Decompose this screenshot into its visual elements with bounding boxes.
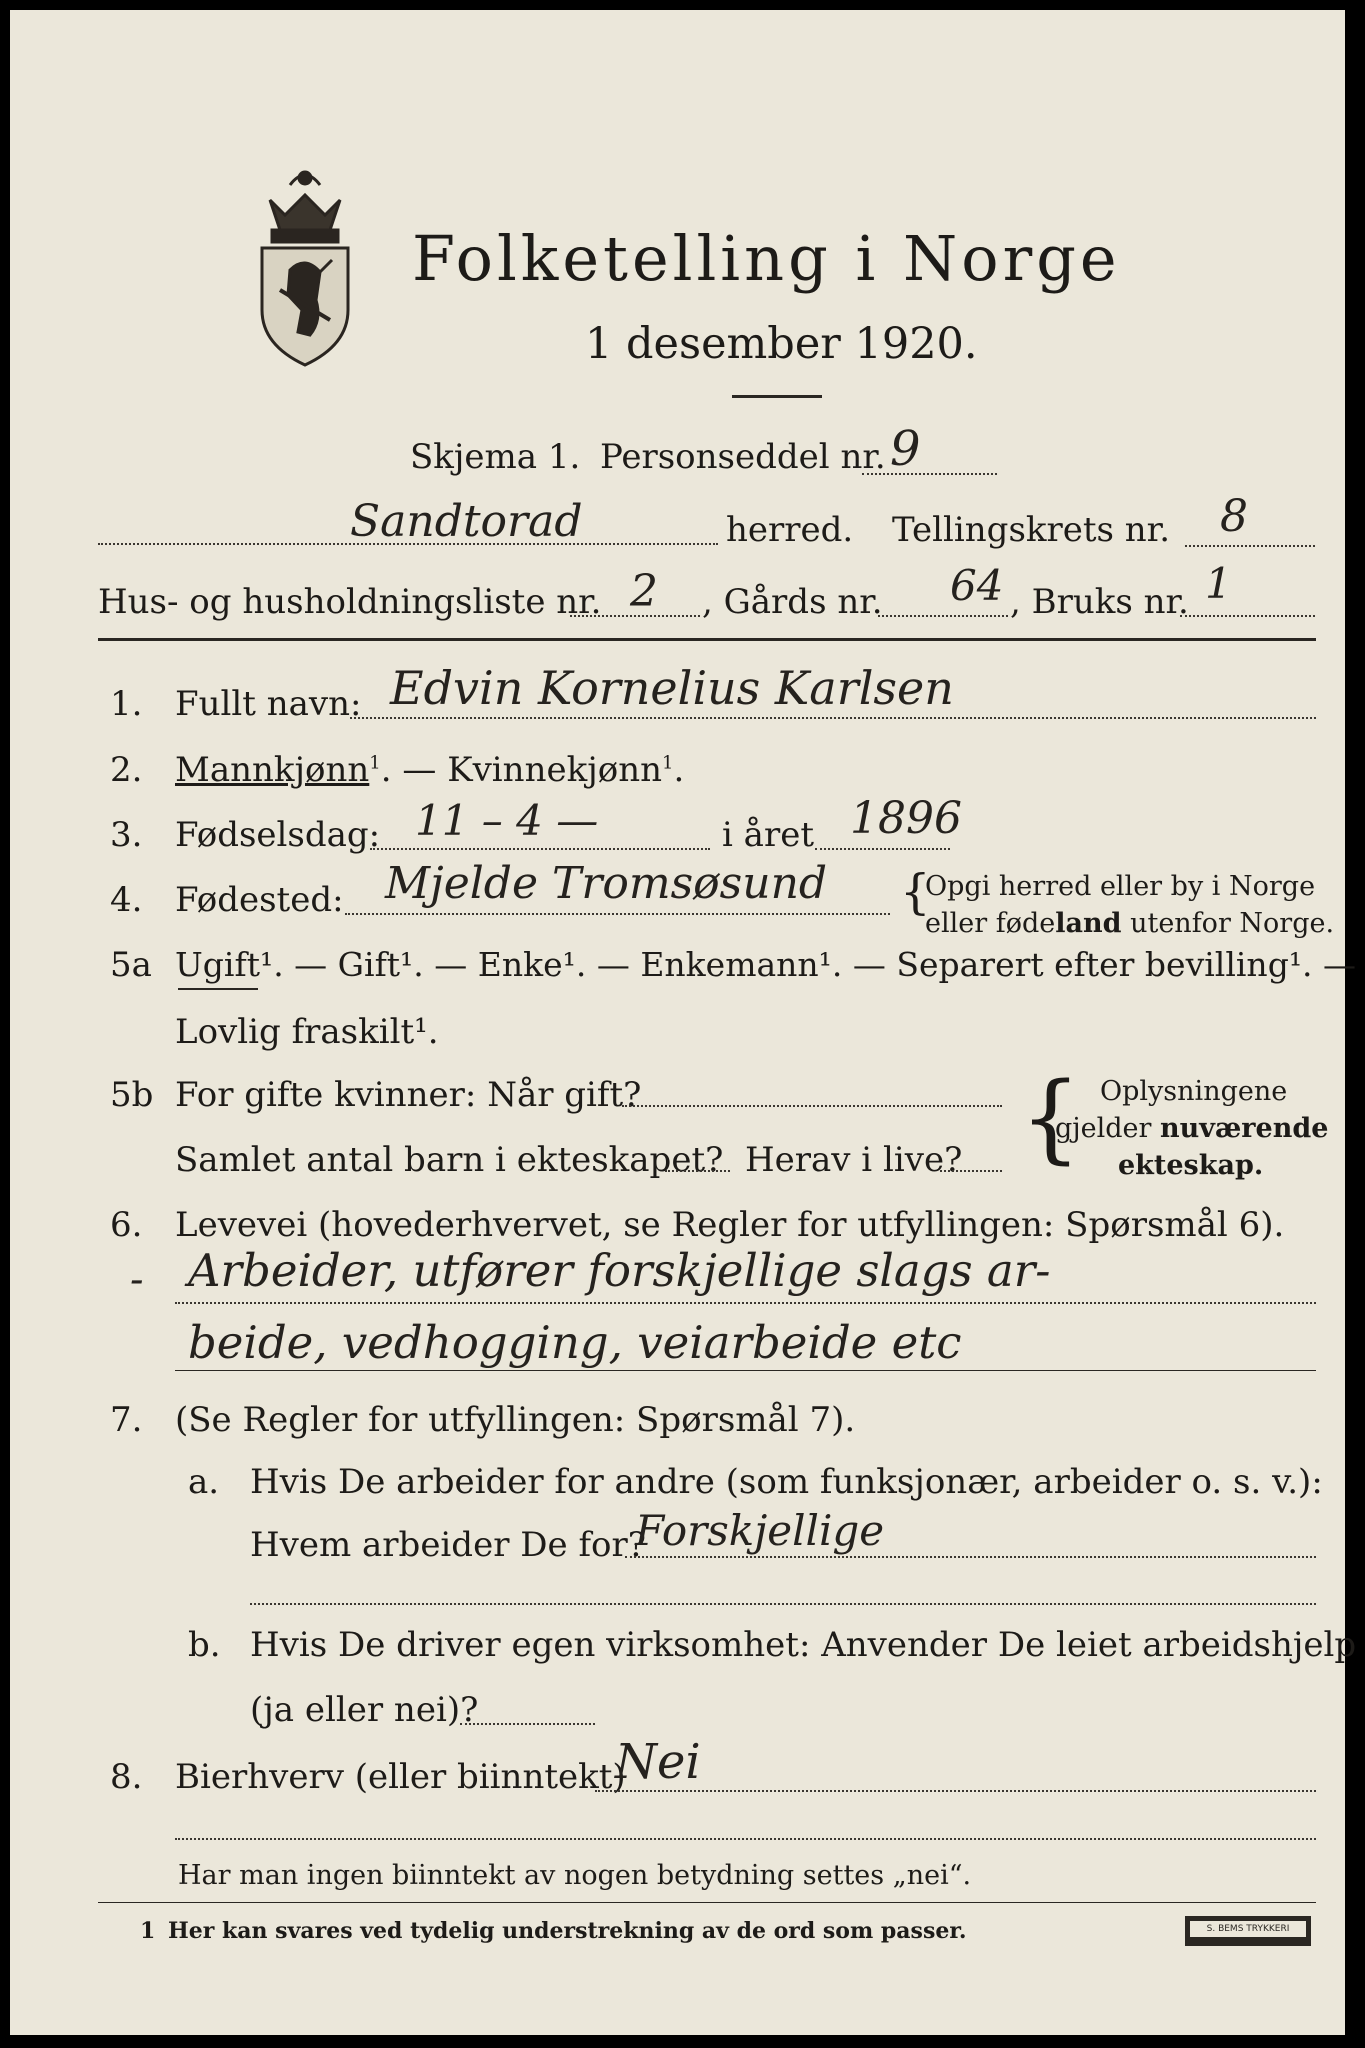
gards-label: , Gårds nr.: [702, 582, 883, 622]
q6-answer-2: beide, vedhogging, veiarbeide etc: [188, 1316, 962, 1369]
q3-label: Fødselsdag:: [175, 815, 381, 855]
q4-note-1: Opgi herred eller by i Norge: [925, 871, 1316, 902]
q5a-underline-ugift: [178, 988, 258, 990]
q1-answer: Edvin Kornelius Karlsen: [390, 661, 954, 715]
q6-number: 6.: [110, 1205, 143, 1245]
q5b-number: 5b: [110, 1075, 154, 1115]
herred-value: Sandtorad: [350, 496, 583, 547]
form-title: Folketelling i Norge: [412, 222, 1121, 295]
footer-rule: [98, 1902, 1316, 1903]
q8-line: [595, 1790, 1316, 1792]
gards-line: [878, 615, 1008, 617]
bruks-label: , Bruks nr.: [1010, 582, 1189, 622]
q6-label: Levevei (hovederhvervet, se Regler for utfyllingen: Spørsmål 6).: [175, 1205, 1285, 1245]
q7a-line2: Hvem arbeider De for?: [250, 1525, 646, 1565]
q2-male-option[interactable]: Mannkjønn: [175, 750, 370, 790]
herred-label: herred.: [726, 510, 854, 550]
q2-sup-1: 1: [369, 752, 381, 774]
q7a-letter: a.: [188, 1462, 220, 1502]
q5b-note-3: ekteskap.: [1118, 1150, 1264, 1181]
norwegian-coat-of-arms-icon: [250, 160, 360, 370]
q5b-line1: For gifte kvinner: Når gift?: [175, 1075, 642, 1115]
q1-number: 1.: [110, 684, 143, 724]
q5b-line2a: Samlet antal barn i ekteskapet?: [175, 1140, 724, 1180]
footer-note: Har man ingen biinntekt av nogen betydning settes „nei“.: [178, 1860, 972, 1891]
q5a-line2: Lovlig fraskilt¹.: [175, 1012, 439, 1052]
printer-stamp: [1185, 1916, 1311, 1946]
q4-note-2: eller fødeland utenfor Norge.: [925, 908, 1335, 939]
q7b-letter: b.: [188, 1625, 221, 1665]
personseddel-line: [862, 473, 997, 475]
header-rule: [98, 638, 1316, 641]
personseddel-label: Personseddel nr.: [600, 437, 886, 477]
footnote-mark: 1: [140, 1918, 156, 1944]
census-form-page: [10, 10, 1357, 2035]
q3-year-line: [815, 848, 950, 850]
q2-sup-2: 1: [662, 752, 674, 774]
q7-label: (Se Regler for utfyllingen: Spørsmål 7).: [175, 1400, 856, 1440]
q5b-line2b-dots: [940, 1170, 1002, 1172]
footnote-text: Her kan svares ved tydelig understrekning av de ord som passer.: [168, 1918, 967, 1944]
q4-line: [345, 913, 890, 915]
printer-stamp-text: S. BEMS TRYKKERI: [1190, 1921, 1306, 1937]
q6-answer-1: Arbeider, utfører forskjellige slags ar-: [188, 1244, 1051, 1297]
q7a-extra-line: [250, 1603, 1316, 1605]
q3-number: 3.: [110, 815, 143, 855]
personseddel-value: 9: [890, 421, 921, 477]
q8-label: Bierhverv (eller biinntekt): [175, 1757, 626, 1797]
q6-line-2: [175, 1370, 1316, 1371]
q7b-line2: (ja eller nei)?: [250, 1690, 479, 1730]
q5a-number: 5a: [110, 945, 152, 985]
q2-number: 2.: [110, 750, 143, 790]
q2-end: .: [673, 750, 685, 790]
q5b-line2a-dots: [665, 1170, 730, 1172]
q7b-line1: Hvis De driver egen virksomhet: Anvender De leiet arbeidshjelp: [250, 1625, 1357, 1665]
q5b-line1-dots: [622, 1105, 1002, 1107]
q3-answer: 11 – 4 —: [415, 796, 599, 845]
gards-value: 64: [950, 561, 1004, 610]
bruks-line: [1180, 615, 1315, 617]
q7a-line1: Hvis De arbeider for andre (som funksjonær, arbeider o. s. v.):: [250, 1462, 1323, 1502]
bruks-value: 1: [1205, 559, 1232, 608]
q5b-line2b: Herav i live?: [745, 1140, 963, 1180]
q4-answer: Mjelde Tromsøsund: [385, 858, 828, 909]
q5a-line1: Ugift¹. — Gift¹. — Enke¹. — Enkemann¹. — Separert efter bevilling¹. —: [175, 945, 1357, 984]
husliste-label: Hus- og husholdningsliste nr.: [98, 582, 602, 622]
q1-label: Fullt navn:: [175, 684, 362, 724]
q7-number: 7.: [110, 1400, 143, 1440]
tellingskrets-label: Tellingskrets nr.: [892, 510, 1171, 550]
q4-label: Fødested:: [175, 880, 344, 920]
tellingskrets-value: 8: [1220, 491, 1248, 542]
q7a-answer: Forskjellige: [635, 1506, 885, 1555]
q8-answer: Nei: [615, 1734, 701, 1790]
q3-year-label: i året: [722, 815, 814, 855]
q8-extra-line: [175, 1838, 1316, 1840]
q2-female-option[interactable]: Kvinnekjønn: [447, 750, 662, 790]
q7a-line: [625, 1556, 1316, 1558]
q5b-note-2: gjelder nuværende: [1055, 1113, 1329, 1144]
q7b-line: [460, 1723, 595, 1725]
schema-label: Skjema 1.: [410, 437, 581, 477]
q5b-brace: {: [1020, 1062, 1082, 1174]
title-divider: [732, 395, 822, 398]
q4-number: 4.: [110, 880, 143, 920]
tellingskrets-line: [1185, 545, 1315, 547]
q5b-note-1: Oplysningene: [1100, 1076, 1288, 1107]
q4-brace: {: [900, 864, 931, 920]
census-date: 1 desember 1920.: [585, 319, 978, 369]
q6-prefix: -: [130, 1257, 144, 1303]
q3-line: [370, 848, 710, 850]
q3-year: 1896: [850, 793, 962, 844]
q2-options: [175, 750, 685, 790]
q8-number: 8.: [110, 1757, 143, 1797]
q6-line-1: [175, 1302, 1316, 1304]
q1-line: [350, 717, 1316, 719]
husliste-value: 2: [630, 566, 658, 617]
q2-separator: . —: [380, 750, 448, 790]
